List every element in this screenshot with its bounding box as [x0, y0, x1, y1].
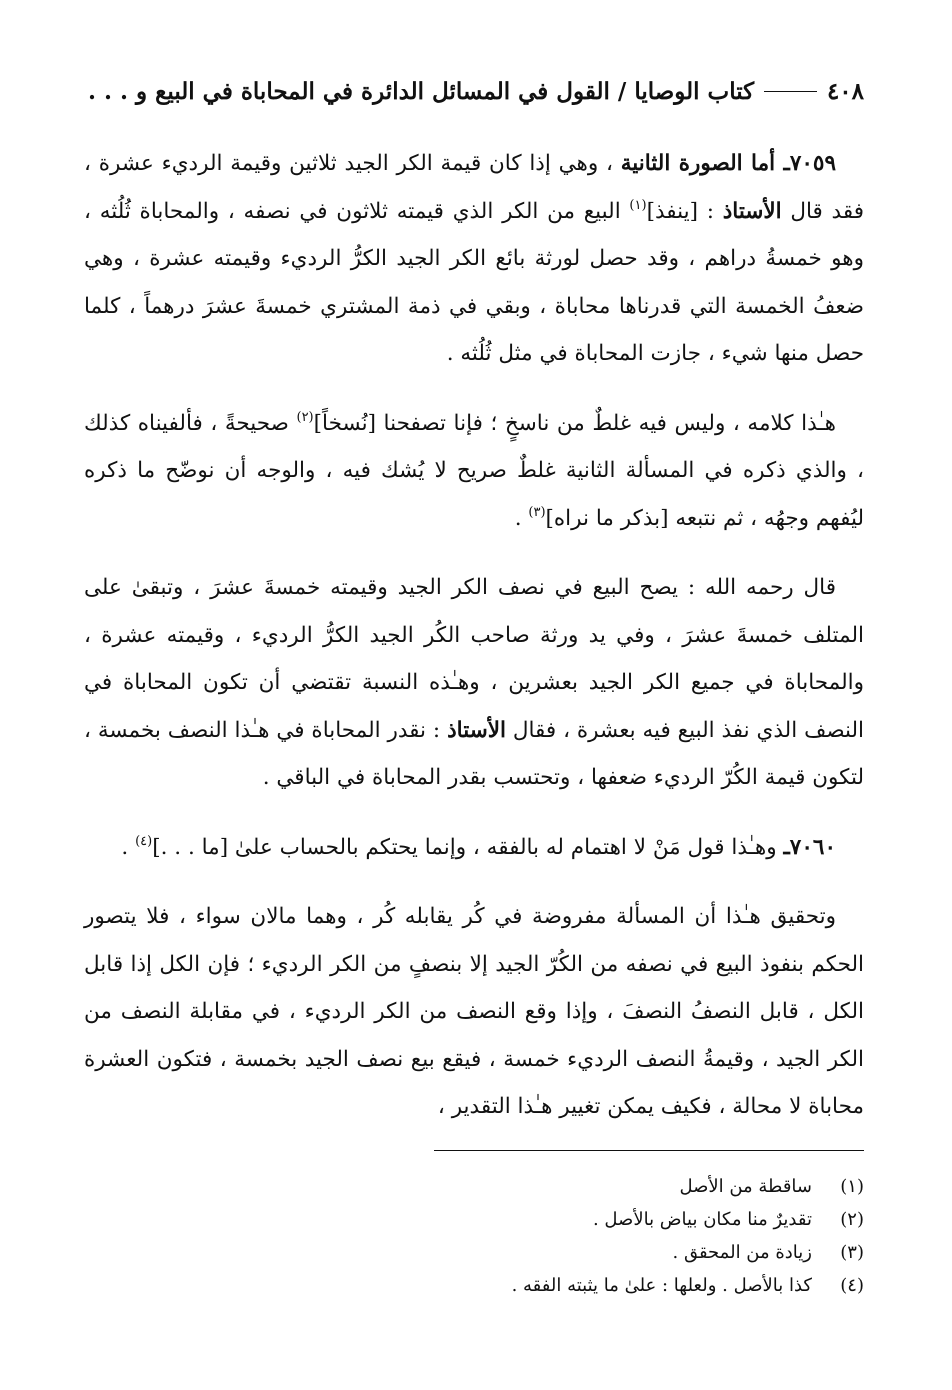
paragraph-text: ، وهي إذا كان قيمة الكر الجيد ثلاثين وقيمة الرديء عشرة ، فقد قال	[84, 151, 864, 224]
paragraph-text: .	[514, 505, 529, 531]
paragraph	[84, 893, 864, 1131]
footnote-divider	[434, 1150, 864, 1151]
paragraph-lead: ٧٠٥٩ـ أما الصورة الثانية	[620, 151, 837, 176]
paragraph	[84, 400, 864, 543]
paragraph-text: : [ينفذ]	[646, 198, 723, 224]
header-dash	[764, 91, 817, 92]
running-header	[88, 78, 864, 105]
paragraph	[84, 564, 864, 802]
bold-term: الأستاذ	[447, 717, 506, 743]
footnote-text: ساقطة من الأصل	[679, 1176, 812, 1197]
footnote-number: (٢)	[840, 1209, 864, 1230]
paragraph-7060	[84, 824, 864, 872]
footnote-number: (١)	[840, 1176, 864, 1197]
paragraph-text: : نقدر المحاباة في هـٰذا النصف بخمسة ، لتكون قيمة الكُرّ الرديء ضعفها ، وتحتسب بقدر المحاباة في الباقي .	[84, 717, 864, 790]
footnote	[84, 1236, 864, 1269]
footnote-text: كذا بالأصل . ولعلها : علىٰ ما يثبته الفقه .	[511, 1275, 812, 1296]
footnote	[84, 1170, 864, 1203]
footnote-text: زيادة من المحقق .	[672, 1242, 812, 1263]
footnote-ref: (١)	[629, 197, 647, 213]
footnote-text: تقديرٌ منا مكان بياض بالأصل .	[592, 1209, 812, 1230]
main-text	[84, 140, 864, 1153]
paragraph-text: البيع من الكر الذي قيمته ثلاثون في نصفه ، والمحاباة ثُلُثه ، وهو خمسةُ دراهم ، وقد حصل لورثة بائع الكر الجيد الكرُّ الرديء وقيمته عشرة ، وهي ضعفُ الخمسة التي قدرناها محاباة ، وبقي في ذمة المشتري خمسةَ عشرَ درهماً ، كلما حصل منها شيء ، جازت المحاباة في مثل ثُلُثه .	[84, 198, 864, 366]
paragraph-text: وتحقيق هـٰذا أن المسألة مفروضة في كُر يقابله كُر ، وهما مالان سواء ، فلا يتصور الحكم بنفوذ البيع في نصفه من الكُرّ الجيد إلا بنصفٍ من الكر الرديء ؛ فإن الكل إذا قابل الكل ، قابل النصفُ النصفَ ، وإذا وقع النصف من الكر الرديء ، في مقابلة النصف من الكر الجيد ، وقيمةُ النصف الرديء خمسة ، فيقع بيع نصف الجيد بخمسة ، فتكون العشرة محاباة لا محالة ، فكيف يمكن تغيير هـٰذا التقدير ،	[84, 904, 864, 1119]
paragraph-text: هـٰذا كلامه ، وليس فيه غلطٌ من ناسخٍ ؛ فإنا تصفحنا [نُسخاً]	[313, 410, 837, 436]
footnote	[84, 1203, 864, 1236]
header-title: كتاب الوصايا / القول في المسائل الدائرة في المحاباة في البيع و . . .	[88, 78, 755, 105]
footnote-number: (٣)	[840, 1242, 864, 1263]
bold-term: الأستاذ	[722, 198, 782, 224]
paragraph-text: صحيحةً ، فألفيناه كذلك ، والذي ذكره في المسألة الثانية غلطٌ صريح لا يُشك فيه ، والوجه أن نوضّح ما ذكره ليُفهم وجهُه ، ثم نتبعه [بذكر ما نراه]	[84, 410, 864, 531]
paragraph-lead: ٧٠٦٠ـ	[783, 834, 836, 860]
paragraph-text: وهـٰذا قول مَنْ لا اهتمام له بالفقه ، وإنما يحتكم بالحساب علىٰ [ما . . .]	[152, 834, 784, 860]
paragraph-text: قال رحمه الله : يصح البيع في نصف الكر الجيد وقيمته خمسةَ عشرَ ، وتبقىٰ على المتلف خمسةَ عشرَ ، وفي يد ورثة صاحب الكُر الجيد الكرُّ الرديء ، وقيمته عشرة ، والمحاباة في جميع الكر الجيد بعشرين ، وهـٰذه النسبة تقتضي أن تكون المحاباة في النصف الذي نفذ البيع فيه بعشرة ، فقال	[84, 575, 864, 743]
footnote-ref: (٤)	[135, 833, 153, 849]
footnote-ref: (٣)	[528, 504, 546, 520]
page-number: ٤٠٨	[826, 78, 864, 105]
footnotes	[84, 1170, 864, 1302]
footnote-ref: (٢)	[296, 409, 314, 425]
paragraph-text: .	[121, 834, 136, 860]
footnote-number: (٤)	[840, 1275, 864, 1296]
footnote	[84, 1269, 864, 1302]
paragraph-7059	[84, 140, 864, 378]
